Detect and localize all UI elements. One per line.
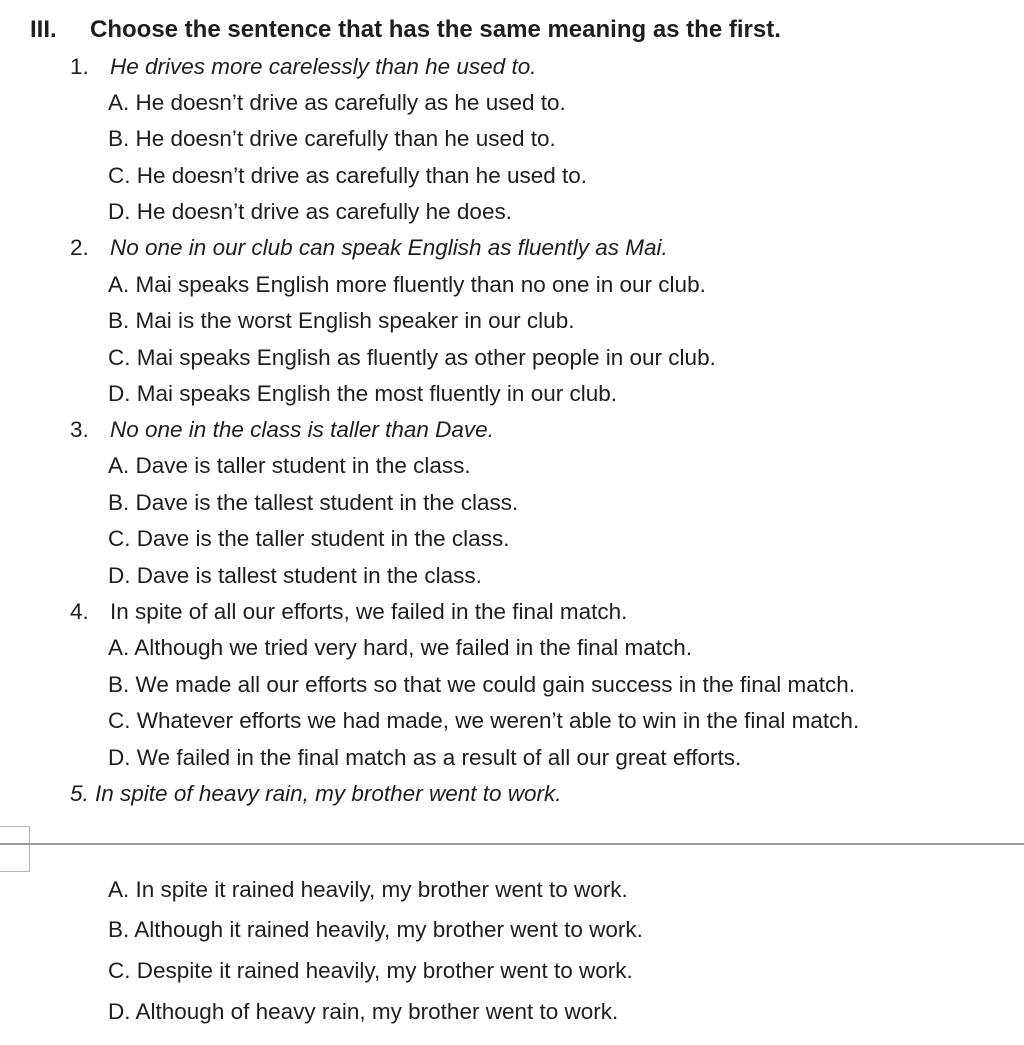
question-5-option-d: D. Although of heavy rain, my brother went to work. (108, 999, 619, 1024)
question-3-number: 3. (70, 417, 89, 442)
page-break-marker (0, 826, 30, 872)
question-4-option-a: A. Although we tried very hard, we failed in the final match. (108, 635, 693, 660)
question-1-number: 1. (70, 54, 89, 79)
question-2-prompt: No one in our club can speak English as fluently as Mai. (110, 235, 668, 260)
question-3-prompt: No one in the class is taller than Dave. (110, 417, 494, 442)
question-2-number: 2. (70, 235, 89, 260)
section-heading (30, 14, 781, 46)
question-2-option-c: C. Mai speaks English as fluently as other people in our club. (108, 345, 716, 370)
question-1-option-d: D. He doesn’t drive as carefully he does. (108, 199, 512, 224)
question-4-prompt: In spite of all our efforts, we failed in the final match. (110, 599, 628, 624)
question-1-option-b: B. He doesn’t drive carefully than he used to. (108, 126, 556, 151)
question-3-option-d: D. Dave is tallest student in the class. (108, 563, 482, 588)
section-number: III. (30, 16, 57, 43)
question-3-option-b: B. Dave is the tallest student in the class. (108, 490, 519, 515)
question-4-option-c: C. Whatever efforts we had made, we weren’t able to win in the final match. (108, 708, 860, 733)
question-4-option-b: B. We made all our efforts so that we could gain success in the final match. (108, 672, 856, 697)
page-divider (0, 843, 1024, 845)
question-2-option-a: A. Mai speaks English more fluently than no one in our club. (108, 272, 706, 297)
question-5-option-a: A. In spite it rained heavily, my brother went to work. (108, 877, 628, 902)
section-instruction: Choose the sentence that has the same meaning as the first. (90, 16, 781, 43)
question-4-option-d: D. We failed in the final match as a result of all our great efforts. (108, 745, 742, 770)
question-3-option-a: A. Dave is taller student in the class. (108, 453, 471, 478)
question-3-option-c: C. Dave is the taller student in the class. (108, 526, 510, 551)
question-1-option-c: C. He doesn’t drive as carefully than he used to. (108, 163, 588, 188)
question-2-option-b: B. Mai is the worst English speaker in our club. (108, 308, 575, 333)
question-1-prompt: He drives more carelessly than he used to. (110, 54, 537, 79)
question-5-prompt-line (70, 779, 562, 809)
question-5-number: 5. (70, 781, 89, 806)
question-1-option-a: A. He doesn’t drive as carefully as he used to. (108, 90, 566, 115)
question-5-prompt: In spite of heavy rain, my brother went to work. (95, 781, 562, 806)
question-4-number: 4. (70, 599, 89, 624)
question-5-option-c: C. Despite it rained heavily, my brother went to work. (108, 958, 633, 983)
question-2-option-d: D. Mai speaks English the most fluently in our club. (108, 381, 617, 406)
question-5-option-b: B. Although it rained heavily, my brother went to work. (108, 917, 643, 942)
